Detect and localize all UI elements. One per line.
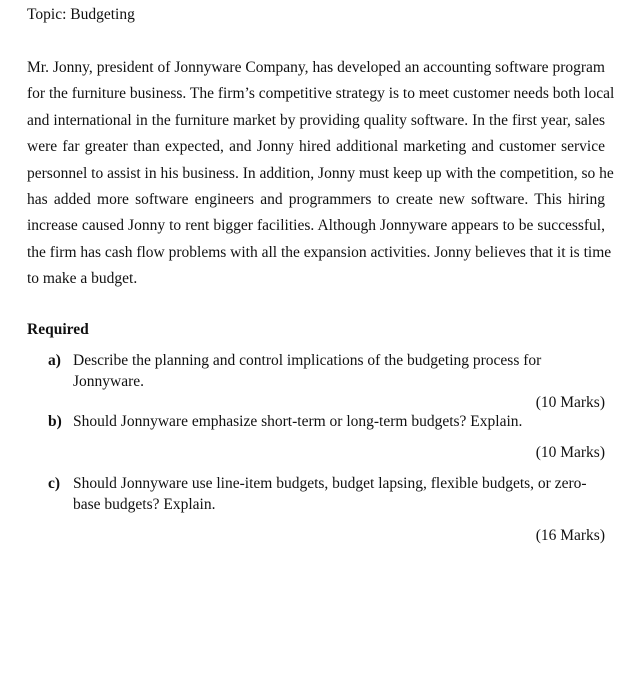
paragraph-line: personnel to assist in his business. In addition, Jonny must keep up with the competition, so he [27, 164, 614, 182]
question-text: Should Jonnyware emphasize short-term or long-term budgets? Explain. [73, 413, 523, 430]
paragraph-line: increase caused Jonny to rent bigger facilities. Although Jonnyware appears to be successful, [27, 217, 605, 235]
paragraph-line: for the furniture business. The firm’s competitive strategy is to meet customer needs both local [27, 85, 615, 103]
question-text: Describe the planning and control implications of the budgeting process for Jonnyware. [73, 352, 542, 390]
question-marks: (10 Marks) [535, 444, 605, 461]
paragraph-line: Mr. Jonny, president of Jonnyware Company, has developed an accounting software program [27, 59, 605, 76]
paragraph-line: has added more software engineers and programmers to create new software. This hiring [27, 190, 605, 208]
required-heading: Required [27, 321, 89, 338]
question-text: Should Jonnyware use line-item budgets, budget lapsing, flexible budgets, or zero-base budgets? Explain. [73, 475, 587, 513]
question-c [48, 473, 605, 546]
question-marks: (10 Marks) [535, 394, 605, 411]
question-letter: c) [48, 475, 61, 492]
question-letter: a) [48, 352, 61, 369]
question-marks: (16 Marks) [535, 527, 605, 544]
question-b [48, 411, 605, 463]
paragraph-line: and international in the furniture market by providing quality software. In the first year, sales [27, 111, 605, 129]
topic-heading: Topic: Budgeting [27, 6, 135, 23]
case-paragraph [27, 55, 615, 293]
question-a [48, 350, 605, 413]
paragraph-line: to make a budget. [27, 270, 138, 288]
question-letter: b) [48, 413, 62, 430]
paragraph-line: the firm has cash flow problems with all the expansion activities. Jonny believes that it is time [27, 243, 612, 261]
paragraph-line: were far greater than expected, and Jonny hired additional marketing and customer service [27, 138, 605, 156]
